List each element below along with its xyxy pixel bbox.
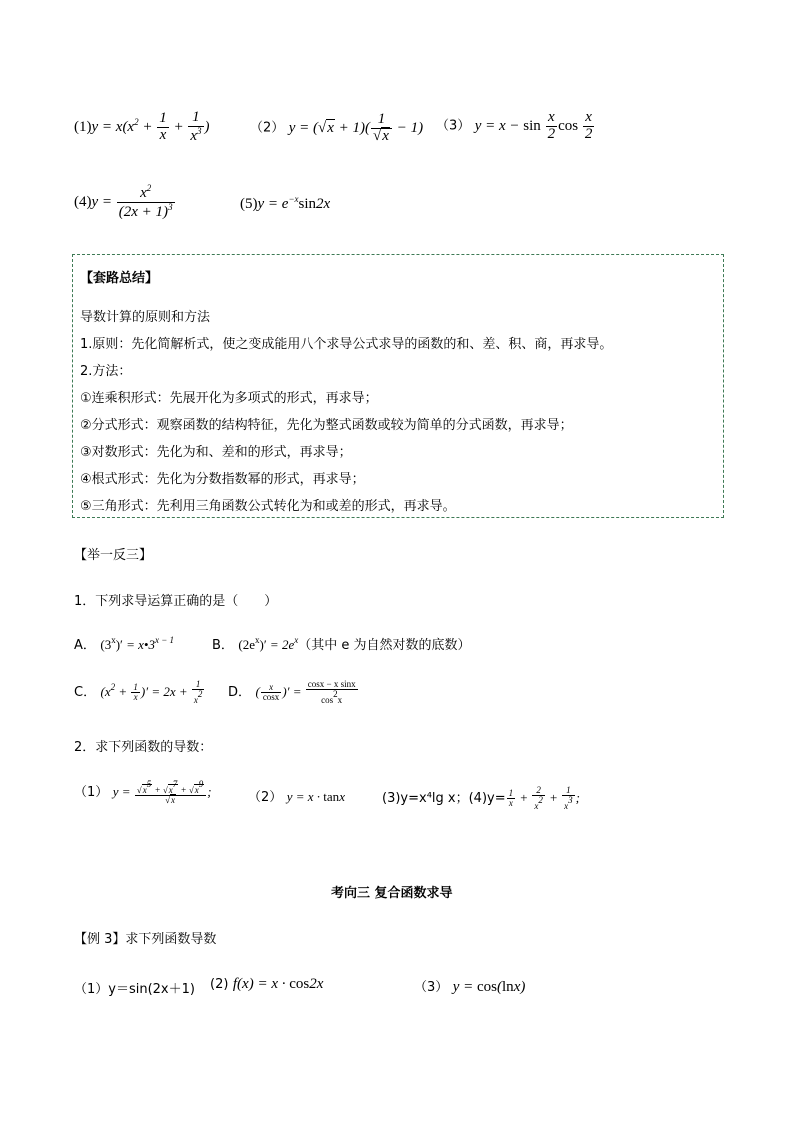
problem-5 (240, 194, 330, 213)
option-a-formula: $(3^x)'$ = $x•3^{x - 1}$ (100, 635, 175, 652)
option-b-label: B． (212, 638, 234, 653)
question-2-1-label: （1） (74, 784, 109, 800)
practice-title: 【举一反三】 (74, 548, 153, 563)
summary-line-5: ③对数形式：先化为和、差和的形式，再求导； (80, 445, 352, 460)
example-3-2-formula: f(x) = x · cos2x (232, 976, 324, 992)
option-c (74, 680, 205, 706)
question-2-1 (74, 780, 212, 806)
summary-heading: 导数计算的原则和方法 (80, 310, 211, 325)
problem-3-formula: y = x − sin $\frac{x}{2}$ cos $\frac{x}{2}$ (474, 109, 593, 142)
summary-title: 【套路总结】 (80, 271, 159, 286)
summary-line-6: ④根式形式：先化为分数指数幂的形式，再求导； (80, 472, 365, 487)
section-3-title: 考向三 复合函数求导 (331, 886, 453, 901)
option-d (228, 680, 359, 706)
problem-1 (74, 110, 210, 145)
summary-line-3: ①连乘积形式：先展开化为多项式的形式，再求导； (80, 391, 378, 406)
option-a-label: A． (74, 638, 96, 653)
problem-4-formula: (4)y = $\frac{x^2}{(2x + 1)^3}$ (74, 183, 173, 220)
example-3-1: （1）y＝sin(2x＋1) (74, 982, 195, 997)
example-3-3-formula: y = cos(lnx) (452, 979, 526, 995)
summary-line-4: ②分式形式：观察函数的结构特征，先化为整式函数或较为简单的分式函数，再求导； (80, 418, 573, 433)
problem-5-label: (5) (240, 196, 258, 212)
problem-4 (74, 184, 176, 221)
question-2-2-label: （2） (248, 790, 283, 805)
example-3-3 (414, 976, 525, 996)
problem-5-formula: $(5)y = e^{-x}\sin 2x$ (240, 194, 331, 212)
problem-3 (436, 110, 595, 143)
question-2-3 (382, 786, 580, 812)
option-d-formula: ( $\frac{x}{\cos x}$ )′ = $\frac{\text{cosx − x sinx}}{\cos^2x}$ (255, 679, 356, 706)
question-1: 1．下列求导运算正确的是（ ） (74, 594, 278, 609)
question-2-1-formula: y = $\frac{√x^5 + √x^7 + √x^9}{√x}$ ; (112, 779, 212, 806)
question-2-4-formula: $\frac{1}{x}$ + $\frac{2}{x^2}$ + $\frac{1}{x^3}$ ; (508, 785, 581, 812)
question-2-3-text: (3)y=x⁴lg x；(4)y= (382, 790, 506, 806)
example-3-2 (210, 976, 323, 993)
summary-line-1: 1.原则：先化简解析式，使之变成能用八个求导公式求导的函数的和、差、积、商，再求导。 (80, 337, 613, 352)
option-a (74, 634, 174, 653)
option-d-label: D． (228, 684, 252, 700)
example-3-3-label: （3） (414, 980, 449, 995)
option-b-note: （其中 e 为自然对数的底数） (298, 638, 471, 653)
problem-1-formula: $(1)y = x(x^2$ + $\frac{1}{x}$ + $\frac{1}{x^3}$ ) (74, 109, 210, 144)
problem-3-label: （3） (436, 118, 471, 134)
question-2: 2．求下列函数的导数： (74, 740, 213, 755)
problem-2-formula: y = (√x + 1)( $\frac{1}{√x}$ − 1) (288, 111, 424, 144)
summary-line-2: 2.方法： (80, 364, 132, 379)
option-c-label: C． (74, 684, 97, 700)
summary-line-7: ⑤三角形式：先利用三角函数公式转化为和或差的形式，再求导。 (80, 499, 456, 514)
option-b-formula: $(2e^x)' = 2e^x$ (238, 635, 299, 652)
option-c-formula: ($x^2$ + $\frac{1}{x}$ )′ = 2x + $\frac{1}{x^2}$ (100, 679, 203, 706)
example-3-2-label: (2) (210, 977, 229, 992)
problem-4-label: (4) (74, 193, 92, 210)
problem-2-label: （2） (250, 120, 285, 136)
problem-2 (250, 112, 423, 145)
question-2-2-formula: y = x · tanx (286, 789, 345, 804)
option-b (212, 634, 470, 653)
problem-1-label: (1) (74, 118, 92, 135)
example-3-label: 【例 3】求下列函数导数 (74, 932, 217, 947)
question-2-2 (248, 786, 345, 805)
